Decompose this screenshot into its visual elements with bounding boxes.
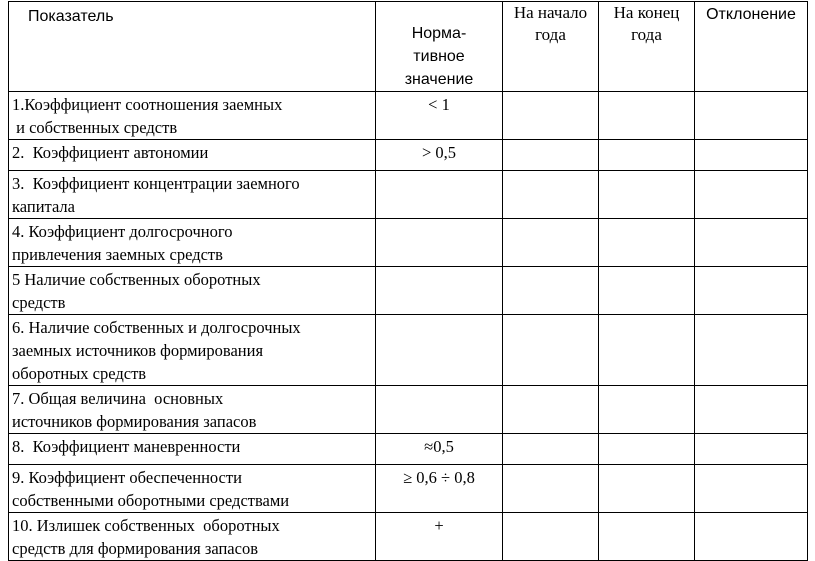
row-start-value [503,386,599,434]
header-start-line1: На начало [513,3,588,22]
row-end-value [599,386,695,434]
header-end-of-year [599,2,695,92]
row-label [9,386,376,434]
header-start-of-year [503,2,599,92]
row-label-line: средств для формирования запасов [12,539,258,558]
table-row [9,92,808,140]
row-start-value [503,434,599,465]
row-start-value [503,171,599,219]
row-label-line: 4. Коэффициент долгосрочного [12,222,233,241]
row-deviation-value [695,315,808,386]
header-norm-value [376,2,503,92]
row-end-value [599,465,695,513]
row-end-value [599,171,695,219]
row-label-line: оборотных средств [12,364,147,383]
row-label [9,513,376,561]
row-deviation-value [695,434,808,465]
row-label-line: 2. Коэффициент автономии [12,143,209,162]
row-end-value [599,140,695,171]
row-end-value [599,92,695,140]
header-deviation: Отклонение [695,2,808,92]
row-label [9,171,376,219]
row-label-line: привлечения заемных средств [12,245,223,264]
header-end-line2: года [631,25,662,44]
row-norm-value [376,267,503,315]
header-start-line2: года [535,25,566,44]
row-deviation-value [695,513,808,561]
header-norm-line2: тивное [413,48,465,65]
row-norm-value: > 0,5 [376,140,503,171]
row-norm-value [376,386,503,434]
table-row [9,171,808,219]
row-label [9,219,376,267]
row-norm-value: + [376,513,503,561]
row-label-line: 1.Коэффициент соотношения заемных [12,95,283,114]
row-end-value [599,219,695,267]
row-deviation-value [695,386,808,434]
row-norm-value: ≥ 0,6 ÷ 0,8 [376,465,503,513]
header-indicator: Показатель [9,2,376,92]
row-label [9,465,376,513]
row-label-line: собственными оборотными средствами [12,491,290,510]
row-label-line: 6. Наличие собственных и долгосрочных [12,318,301,337]
header-norm-line3: значение [404,71,474,88]
row-norm-value: < 1 [376,92,503,140]
row-start-value [503,465,599,513]
row-end-value [599,267,695,315]
row-label [9,140,376,171]
row-end-value [599,434,695,465]
row-start-value [503,267,599,315]
header-norm-line1: Норма- [411,25,467,42]
row-norm-value [376,171,503,219]
row-start-value [503,140,599,171]
row-label-line: и собственных средств [12,118,178,137]
table-row [9,315,808,386]
row-label-line: заемных источников формирования [12,341,264,360]
row-deviation-value [695,465,808,513]
table-header-row [9,2,808,92]
row-label-line: 8. Коэффициент маневренности [12,437,241,456]
row-label-line: 7. Общая величина основных [12,389,224,408]
row-deviation-value [695,219,808,267]
row-label-line: 3. Коэффициент концентрации заемного [12,174,300,193]
row-label-line: капитала [12,197,75,216]
row-start-value [503,315,599,386]
row-label-line: источников формирования запасов [12,412,257,431]
row-start-value [503,219,599,267]
financial-indicators-table [8,1,808,561]
row-norm-value: ≈0,5 [376,434,503,465]
row-deviation-value [695,140,808,171]
row-label-line: 9. Коэффициент обеспеченности [12,468,242,487]
table-row [9,434,808,465]
row-norm-value [376,315,503,386]
row-start-value [503,513,599,561]
row-label [9,315,376,386]
row-label [9,92,376,140]
row-deviation-value [695,267,808,315]
header-end-line1: На конец [613,3,680,22]
row-label [9,434,376,465]
row-norm-value [376,219,503,267]
row-label [9,267,376,315]
table-row [9,465,808,513]
table-row [9,386,808,434]
table-row [9,140,808,171]
row-deviation-value [695,92,808,140]
table-row [9,267,808,315]
row-label-line: 10. Излишек собственных оборотных [12,516,280,535]
row-label-line: 5 Наличие собственных оборотных [12,270,261,289]
table-row [9,513,808,561]
row-label-line: средств [12,293,66,312]
row-end-value [599,513,695,561]
row-deviation-value [695,171,808,219]
row-start-value [503,92,599,140]
row-end-value [599,315,695,386]
table-row [9,219,808,267]
